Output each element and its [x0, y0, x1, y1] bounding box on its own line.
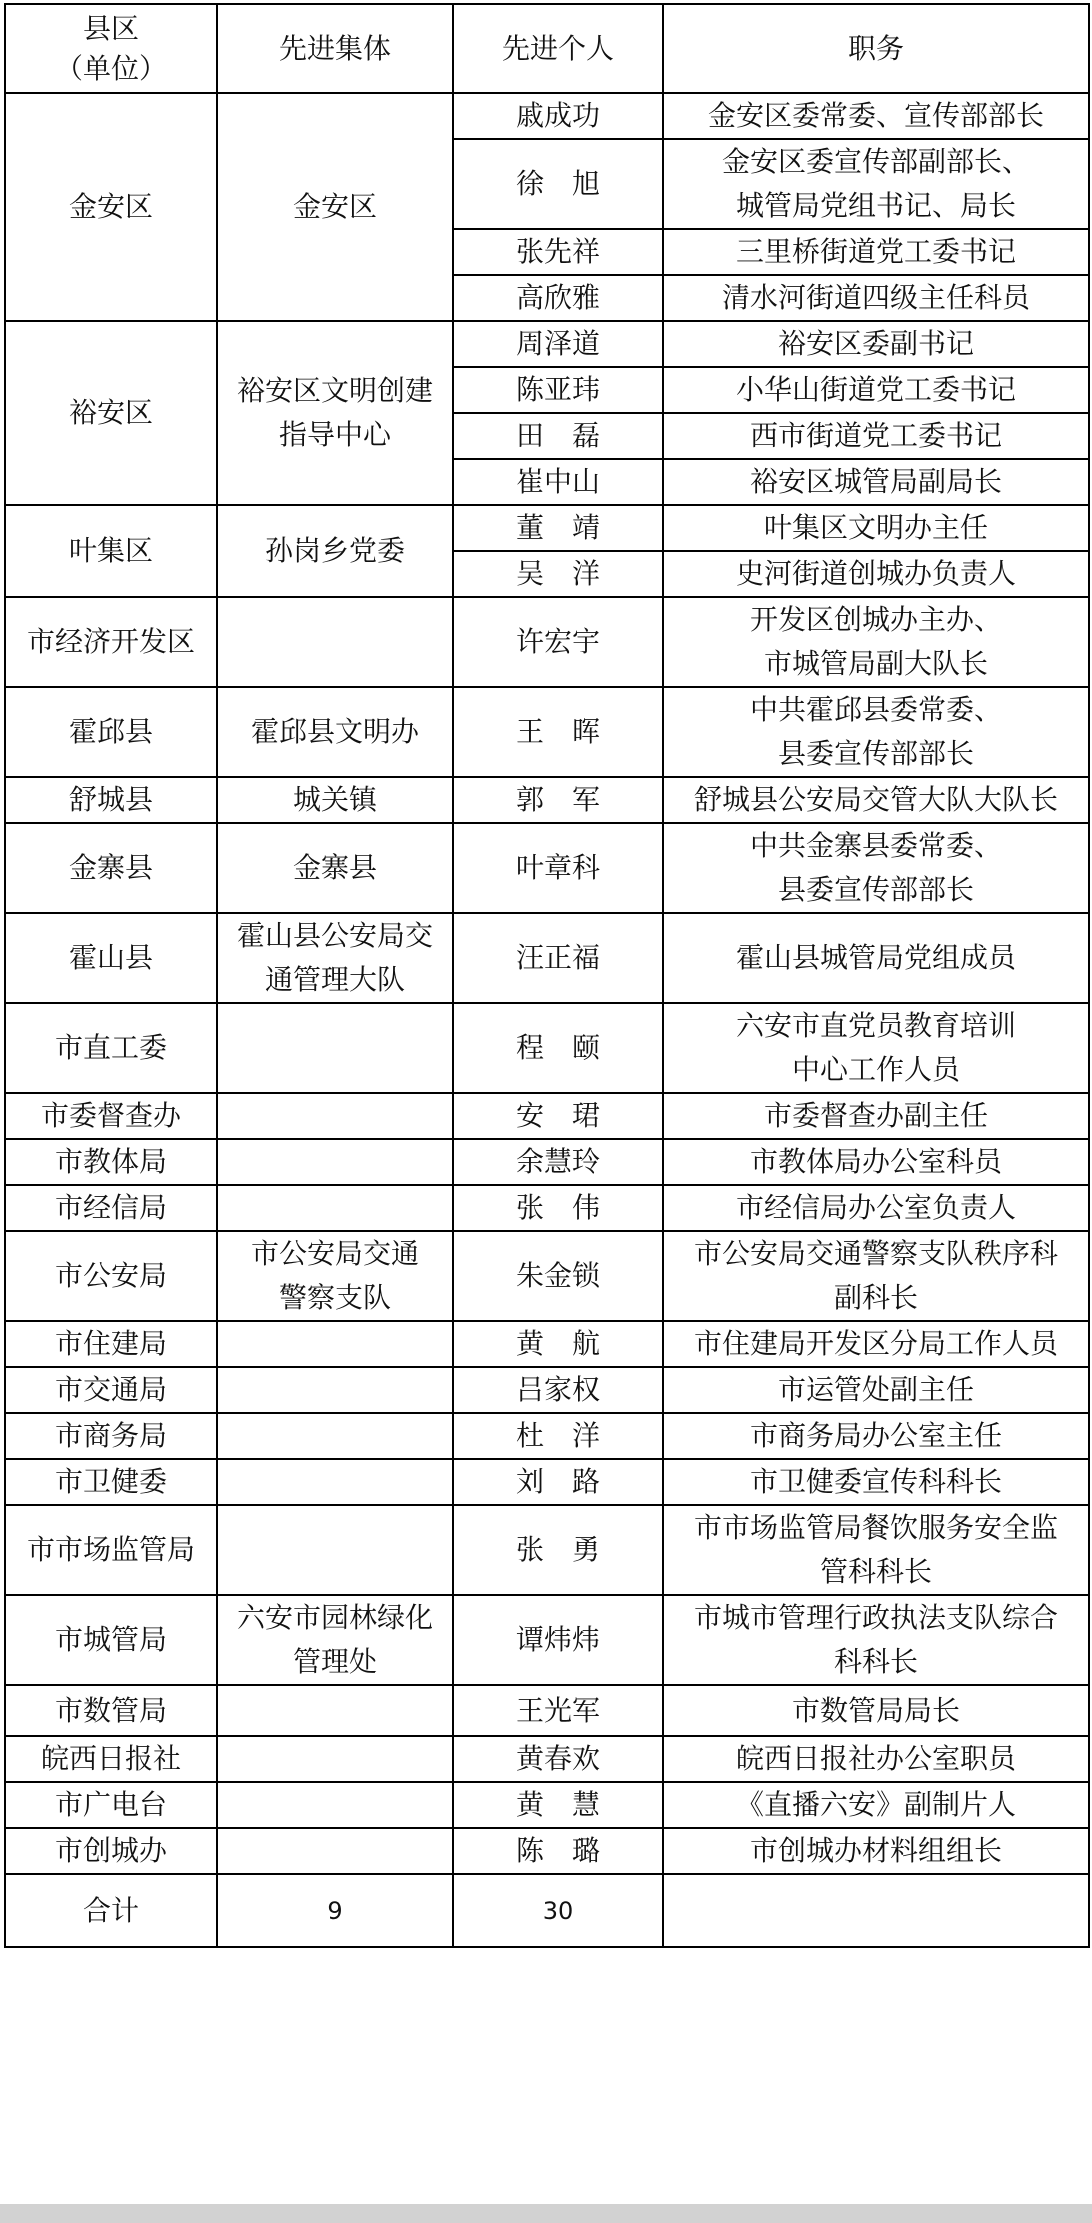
unit-cell [5, 505, 217, 597]
unit-cell [5, 1321, 217, 1367]
table-row [5, 1321, 1089, 1367]
position-title: 裕安区委副书记 [777, 327, 974, 360]
position-title: 市创城办材料组组长 [749, 1834, 1002, 1867]
title-cell [663, 1185, 1089, 1231]
unit-cell [5, 1231, 217, 1321]
collective-name: 金寨县 [292, 851, 377, 884]
individual-name: 崔中山 [515, 465, 600, 498]
collective-cell [217, 687, 453, 777]
unit-name: 市商务局 [54, 1419, 167, 1452]
collective-name: 城关镇 [292, 783, 377, 816]
title-cell [663, 1505, 1089, 1595]
table-row [5, 505, 1089, 551]
position-title: 裕安区城管局副局长 [749, 465, 1002, 498]
table-row [5, 823, 1089, 913]
position-title: 清水河街道四级主任科员 [721, 281, 1030, 314]
individual-cell [453, 687, 663, 777]
collective-cell [217, 505, 453, 597]
unit-name: 裕安区 [68, 396, 153, 429]
individual-cell [453, 777, 663, 823]
unit-cell [5, 777, 217, 823]
total-collective-count: 9 [217, 1874, 453, 1947]
collective-name: 霍山县公安局交 通管理大队 [236, 919, 433, 996]
position-title: 六安市直党员教育培训 中心工作人员 [735, 1009, 1016, 1086]
unit-cell [5, 1459, 217, 1505]
title-cell [663, 913, 1089, 1003]
table-row [5, 1185, 1089, 1231]
unit-cell [5, 1828, 217, 1874]
unit-name: 市市场监管局 [26, 1533, 195, 1566]
unit-name: 叶集区 [68, 534, 153, 567]
individual-cell [453, 1093, 663, 1139]
collective-cell [217, 777, 453, 823]
collective-name: 市公安局交通 警察支队 [250, 1237, 419, 1314]
unit-name: 金安区 [68, 190, 153, 223]
title-cell [663, 823, 1089, 913]
individual-cell [453, 1459, 663, 1505]
individual-name: 高欣雅 [515, 281, 600, 314]
title-cell [663, 551, 1089, 597]
unit-name: 市经济开发区 [26, 625, 195, 658]
individual-cell [453, 1828, 663, 1874]
individual-name: 谭炜炜 [515, 1623, 600, 1656]
collective-cell [217, 913, 453, 1003]
unit-name: 舒城县 [68, 783, 153, 816]
collective-cell [217, 1828, 453, 1874]
table-row [5, 1413, 1089, 1459]
collective-cell [217, 321, 453, 505]
table-row [5, 1459, 1089, 1505]
table-row [5, 1685, 1089, 1736]
individual-name: 汪正福 [515, 941, 600, 974]
unit-cell [5, 1782, 217, 1828]
header-individual: 先进个人 [453, 4, 663, 93]
table-row [5, 913, 1089, 1003]
collective-cell [217, 823, 453, 913]
unit-name: 市城管局 [54, 1623, 167, 1656]
title-cell [663, 777, 1089, 823]
individual-name: 田 磊 [515, 419, 600, 452]
unit-cell [5, 1367, 217, 1413]
unit-name: 市教体局 [54, 1145, 167, 1178]
individual-name: 叶章科 [515, 851, 600, 884]
position-title: 霍山县城管局党组成员 [735, 941, 1016, 974]
unit-name: 市住建局 [54, 1327, 167, 1360]
individual-name: 陈亚玮 [515, 373, 600, 406]
unit-name: 市创城办 [54, 1834, 167, 1867]
position-title: 皖西日报社办公室职员 [735, 1742, 1016, 1775]
title-cell [663, 1093, 1089, 1139]
position-title: 三里桥街道党工委书记 [735, 235, 1016, 268]
title-cell [663, 1685, 1089, 1736]
table-row [5, 1505, 1089, 1595]
table-body [5, 93, 1089, 1874]
title-cell [663, 1736, 1089, 1782]
unit-cell [5, 1139, 217, 1185]
collective-cell [217, 1459, 453, 1505]
title-cell [663, 139, 1089, 229]
title-cell [663, 687, 1089, 777]
position-title: 市委督查办副主任 [763, 1099, 988, 1132]
collective-cell [217, 597, 453, 687]
individual-cell [453, 1595, 663, 1685]
position-title: 中共霍邱县委常委、 县委宣传部部长 [749, 693, 1002, 770]
position-title: 市教体局办公室科员 [749, 1145, 1002, 1178]
collective-cell [217, 1231, 453, 1321]
total-title [663, 1874, 1089, 1947]
collective-name: 六安市园林绿化 管理处 [236, 1601, 433, 1678]
honor-roll-table [4, 3, 1090, 1948]
unit-name: 市委督查办 [40, 1099, 181, 1132]
position-title: 市运管处副主任 [777, 1373, 974, 1406]
unit-cell [5, 1595, 217, 1685]
individual-name: 张先祥 [515, 235, 600, 268]
individual-name: 徐 旭 [515, 167, 600, 200]
unit-name: 金寨县 [68, 851, 153, 884]
unit-cell [5, 1685, 217, 1736]
total-label: 合计 [5, 1874, 217, 1947]
title-cell [663, 1231, 1089, 1321]
header-collective: 先进集体 [217, 4, 453, 93]
collective-cell [217, 1782, 453, 1828]
collective-cell [217, 1685, 453, 1736]
table-row [5, 1231, 1089, 1321]
individual-cell [453, 823, 663, 913]
collective-cell [217, 1413, 453, 1459]
collective-cell [217, 1505, 453, 1595]
unit-cell [5, 687, 217, 777]
collective-cell [217, 1321, 453, 1367]
unit-name: 市卫健委 [54, 1465, 167, 1498]
individual-name: 王 晖 [515, 715, 600, 748]
unit-cell [5, 913, 217, 1003]
position-title: 中共金寨县委常委、 县委宣传部部长 [749, 829, 1002, 906]
unit-name: 市数管局 [54, 1693, 167, 1727]
individual-name: 黄春欢 [515, 1742, 600, 1775]
unit-cell [5, 1185, 217, 1231]
position-title: 金安区委常委、宣传部部长 [707, 99, 1044, 132]
title-cell [663, 321, 1089, 367]
unit-cell [5, 1413, 217, 1459]
individual-name: 黄 航 [515, 1327, 600, 1360]
unit-name: 市经信局 [54, 1191, 167, 1224]
position-title: 市经信局办公室负责人 [735, 1191, 1016, 1224]
table-row [5, 321, 1089, 367]
title-cell [663, 1413, 1089, 1459]
individual-cell [453, 1003, 663, 1093]
collective-cell [217, 1367, 453, 1413]
individual-cell [453, 597, 663, 687]
title-cell [663, 275, 1089, 321]
title-cell [663, 459, 1089, 505]
individual-cell [453, 321, 663, 367]
individual-name: 董 靖 [515, 511, 600, 544]
position-title: 小华山街道党工委书记 [735, 373, 1016, 406]
table-row [5, 1139, 1089, 1185]
title-cell [663, 229, 1089, 275]
table-row [5, 597, 1089, 687]
unit-name: 市公安局 [54, 1259, 167, 1292]
title-cell [663, 505, 1089, 551]
individual-name: 吕家权 [515, 1373, 600, 1406]
title-cell [663, 93, 1089, 139]
individual-cell [453, 913, 663, 1003]
individual-name: 吴 洋 [515, 557, 600, 590]
individual-cell [453, 229, 663, 275]
individual-cell [453, 1321, 663, 1367]
unit-name: 霍邱县 [68, 715, 153, 748]
unit-name: 市广电台 [54, 1788, 167, 1821]
title-cell [663, 1367, 1089, 1413]
collective-cell [217, 1185, 453, 1231]
individual-cell [453, 93, 663, 139]
table-row [5, 1782, 1089, 1828]
unit-cell [5, 1736, 217, 1782]
title-cell [663, 1139, 1089, 1185]
unit-cell [5, 93, 217, 321]
position-title: 市商务局办公室主任 [749, 1419, 1002, 1452]
title-cell [663, 1003, 1089, 1093]
table-row [5, 1595, 1089, 1685]
individual-name: 杜 洋 [515, 1419, 600, 1452]
header-row [5, 4, 1089, 93]
individual-name: 张 勇 [515, 1533, 600, 1566]
collective-name: 金安区 [292, 190, 377, 223]
individual-cell [453, 1685, 663, 1736]
collective-cell [217, 1003, 453, 1093]
table-row [5, 93, 1089, 139]
individual-cell [453, 1185, 663, 1231]
individual-cell [453, 1782, 663, 1828]
individual-name: 陈 璐 [515, 1834, 600, 1867]
title-cell [663, 413, 1089, 459]
total-individual-count: 30 [453, 1874, 663, 1947]
table-row [5, 1003, 1089, 1093]
individual-cell [453, 459, 663, 505]
position-title: 舒城县公安局交管大队大队长 [693, 783, 1058, 816]
individual-name: 许宏宇 [515, 625, 600, 658]
individual-cell [453, 413, 663, 459]
position-title: 市卫健委宣传科科长 [749, 1465, 1002, 1498]
position-title: 市公安局交通警察支队秩序科 副科长 [693, 1237, 1058, 1314]
individual-name: 周泽道 [515, 327, 600, 360]
position-title: 市城市管理行政执法支队综合 科科长 [693, 1601, 1058, 1678]
individual-cell [453, 275, 663, 321]
individual-cell [453, 1413, 663, 1459]
bottom-scroll-strip [0, 2204, 1092, 2223]
header-title: 职务 [663, 4, 1089, 93]
collective-cell [217, 1093, 453, 1139]
individual-name: 刘 路 [515, 1465, 600, 1498]
individual-cell [453, 1367, 663, 1413]
title-cell [663, 1828, 1089, 1874]
unit-cell [5, 321, 217, 505]
individual-cell [453, 1231, 663, 1321]
individual-name: 郭 军 [515, 783, 600, 816]
position-title: 西市街道党工委书记 [749, 419, 1002, 452]
collective-cell [217, 1736, 453, 1782]
individual-cell [453, 1139, 663, 1185]
individual-name: 安 珺 [515, 1099, 600, 1132]
unit-cell [5, 1093, 217, 1139]
unit-cell [5, 823, 217, 913]
collective-cell [217, 93, 453, 321]
unit-name: 皖西日报社 [40, 1742, 181, 1775]
title-cell [663, 1782, 1089, 1828]
unit-cell [5, 1505, 217, 1595]
collective-cell [217, 1139, 453, 1185]
individual-name: 张 伟 [515, 1191, 600, 1224]
individual-cell [453, 367, 663, 413]
individual-cell [453, 1505, 663, 1595]
individual-cell [453, 139, 663, 229]
position-title: 开发区创城办主办、 市城管局副大队长 [749, 603, 1002, 680]
unit-cell [5, 1003, 217, 1093]
position-title: 《直播六安》副制片人 [735, 1788, 1016, 1821]
individual-name: 王光军 [515, 1693, 600, 1727]
position-title: 叶集区文明办主任 [763, 511, 988, 544]
unit-name: 市直工委 [54, 1031, 167, 1064]
table-row [5, 1367, 1089, 1413]
individual-cell [453, 505, 663, 551]
individual-name: 戚成功 [515, 99, 600, 132]
title-cell [663, 1321, 1089, 1367]
header-unit: 县区 （单位） [5, 4, 217, 93]
unit-name: 市交通局 [54, 1373, 167, 1406]
unit-name: 霍山县 [68, 941, 153, 974]
collective-name: 孙岗乡党委 [264, 534, 405, 567]
position-title: 市数管局局长 [791, 1693, 960, 1727]
table-row [5, 777, 1089, 823]
table-row [5, 1736, 1089, 1782]
collective-cell [217, 1595, 453, 1685]
individual-cell [453, 1736, 663, 1782]
total-row [5, 1874, 1089, 1947]
table-row [5, 687, 1089, 777]
individual-cell [453, 551, 663, 597]
unit-cell [5, 597, 217, 687]
position-title: 金安区委宣传部副部长、 城管局党组书记、局长 [721, 145, 1030, 222]
table-row [5, 1093, 1089, 1139]
title-cell [663, 1595, 1089, 1685]
title-cell [663, 1459, 1089, 1505]
collective-name: 霍邱县文明办 [250, 715, 419, 748]
collective-name: 裕安区文明创建 指导中心 [236, 374, 433, 451]
individual-name: 黄 慧 [515, 1788, 600, 1821]
title-cell [663, 597, 1089, 687]
position-title: 市市场监管局餐饮服务安全监 管科科长 [693, 1511, 1058, 1588]
individual-name: 程 颐 [515, 1031, 600, 1064]
table-row [5, 1828, 1089, 1874]
individual-name: 朱金锁 [515, 1259, 600, 1292]
individual-name: 余慧玲 [515, 1145, 600, 1178]
title-cell [663, 367, 1089, 413]
position-title: 史河街道创城办负责人 [735, 557, 1016, 590]
position-title: 市住建局开发区分局工作人员 [693, 1327, 1058, 1360]
